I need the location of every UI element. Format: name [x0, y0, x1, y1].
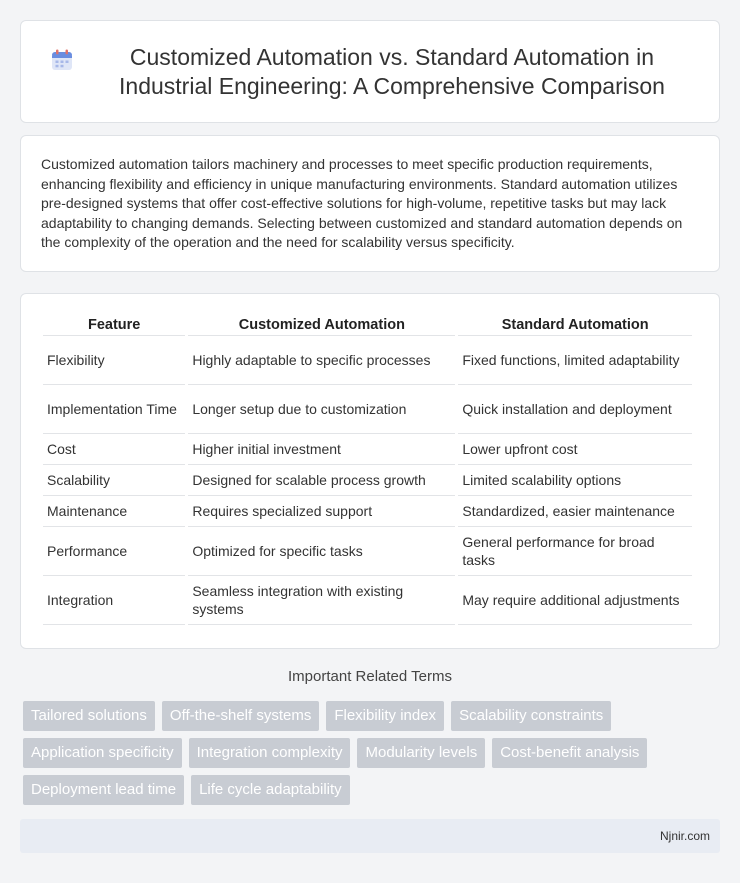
cell-feature: Flexibility	[43, 336, 185, 385]
footer	[20, 819, 720, 853]
comparison-table-card	[20, 293, 720, 649]
related-terms-heading: Important Related Terms	[288, 668, 452, 685]
cell-customized: Requires specialized support	[188, 496, 455, 527]
calendar-icon	[50, 48, 74, 72]
cell-feature: Performance	[43, 527, 185, 576]
cell-feature: Scalability	[43, 465, 185, 496]
footer-site-link[interactable]: Njnir.com	[659, 829, 710, 843]
table-row	[43, 576, 692, 625]
related-term-tag[interactable]: Scalability constraints	[451, 701, 611, 731]
related-term-tag[interactable]: Life cycle adaptability	[191, 775, 350, 805]
table-row	[43, 385, 692, 434]
table-row	[43, 336, 692, 385]
cell-standard: Fixed functions, limited adaptability	[458, 336, 692, 385]
cell-customized: Higher initial investment	[188, 434, 455, 465]
cell-feature: Maintenance	[43, 496, 185, 527]
cell-feature: Implementation Time	[43, 385, 185, 434]
cell-feature: Cost	[43, 434, 185, 465]
comparison-table	[40, 314, 695, 625]
related-term-tag[interactable]: Modularity levels	[357, 738, 485, 768]
cell-customized: Highly adaptable to specific processes	[188, 336, 455, 385]
related-term-tag[interactable]: Tailored solutions	[23, 701, 155, 731]
page-title: Customized Automation vs. Standard Automation in Industrial Engineering: A Comprehensive Comparison	[119, 43, 665, 99]
cell-customized: Designed for scalable process growth	[188, 465, 455, 496]
cell-standard: May require additional adjustments	[458, 576, 692, 625]
related-term-tag[interactable]: Off-the-shelf systems	[162, 701, 319, 731]
related-term-tag[interactable]: Deployment lead time	[23, 775, 184, 805]
related-term-tag[interactable]: Cost-benefit analysis	[492, 738, 647, 768]
header-standard: Standard Automation	[458, 314, 692, 336]
cell-standard: Limited scalability options	[458, 465, 692, 496]
intro-card	[20, 135, 720, 272]
cell-standard: General performance for broad tasks	[458, 527, 692, 576]
table-row	[43, 496, 692, 527]
related-terms-list	[23, 701, 723, 805]
cell-standard: Lower upfront cost	[458, 434, 692, 465]
intro-paragraph: Customized automation tailors machinery and processes to meet specific production requirements, enhancing flexibility and efficiency in unique manufacturing environments. Standard automation utilizes pre-designed systems that offer cost-effective solutions for high-volume, repetitive tasks but may lack adaptability to changing demands. Selecting between customized and standard automation depends on the complexity of the operation and the need for scalability versus specificity.	[41, 156, 683, 250]
table-row	[43, 465, 692, 496]
cell-customized: Longer setup due to customization	[188, 385, 455, 434]
header-feature: Feature	[43, 314, 185, 336]
related-term-tag[interactable]: Flexibility index	[326, 701, 444, 731]
cell-standard: Standardized, easier maintenance	[458, 496, 692, 527]
cell-standard: Quick installation and deployment	[458, 385, 692, 434]
title-wrap	[50, 43, 690, 101]
table-row	[43, 434, 692, 465]
cell-customized: Seamless integration with existing systems	[188, 576, 455, 625]
title-card	[20, 20, 720, 123]
cell-customized: Optimized for specific tasks	[188, 527, 455, 576]
related-term-tag[interactable]: Application specificity	[23, 738, 182, 768]
table-header-row	[43, 314, 692, 336]
table-row	[43, 527, 692, 576]
header-customized: Customized Automation	[188, 314, 455, 336]
cell-feature: Integration	[43, 576, 185, 625]
related-term-tag[interactable]: Integration complexity	[189, 738, 351, 768]
